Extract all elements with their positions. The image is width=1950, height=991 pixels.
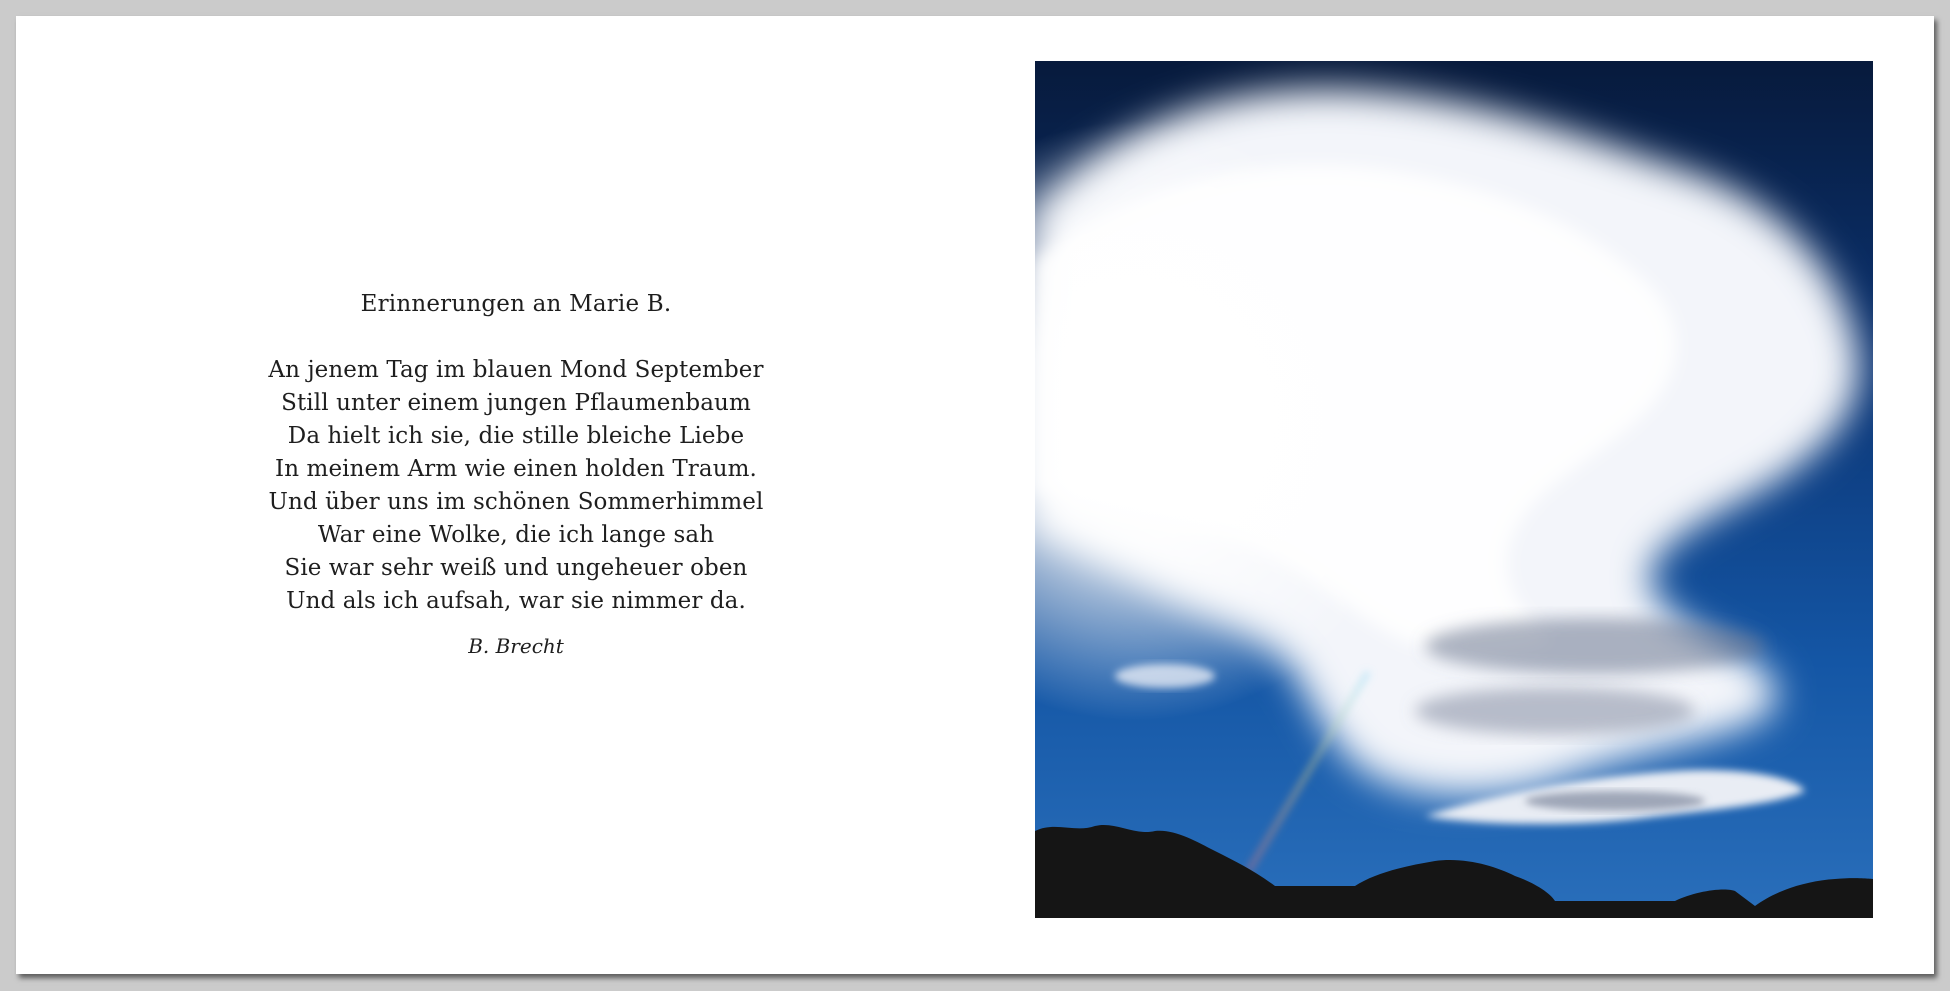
photo-illustration: [1035, 61, 1873, 918]
poem-line: Und über uns im schönen Sommerhimmel: [268, 489, 764, 515]
poem-line: War eine Wolke, die ich lange sah: [317, 522, 715, 548]
sky-cloud-photo: [1035, 61, 1873, 918]
poem-line: An jenem Tag im blauen Mond September: [268, 357, 764, 383]
poem-line: Und als ich aufsah, war sie nimmer da.: [286, 588, 746, 614]
poem-line: Sie war sehr weiß und ungeheuer oben: [284, 555, 748, 581]
poem-line: In meinem Arm wie einen holden Traum.: [275, 456, 757, 482]
poem-stanza: [176, 354, 856, 618]
sun-glare: [1035, 61, 1873, 918]
poem-title: Erinnerungen an Marie B.: [360, 291, 672, 317]
poem-line: Still unter einem jungen Pflaumenbaum: [281, 390, 751, 416]
poem-author: B. Brecht: [468, 634, 564, 658]
poem-line: Da hielt ich sie, die stille bleiche Liebe: [287, 423, 745, 449]
poem-block: [176, 288, 856, 660]
book-spread: [16, 16, 1934, 974]
